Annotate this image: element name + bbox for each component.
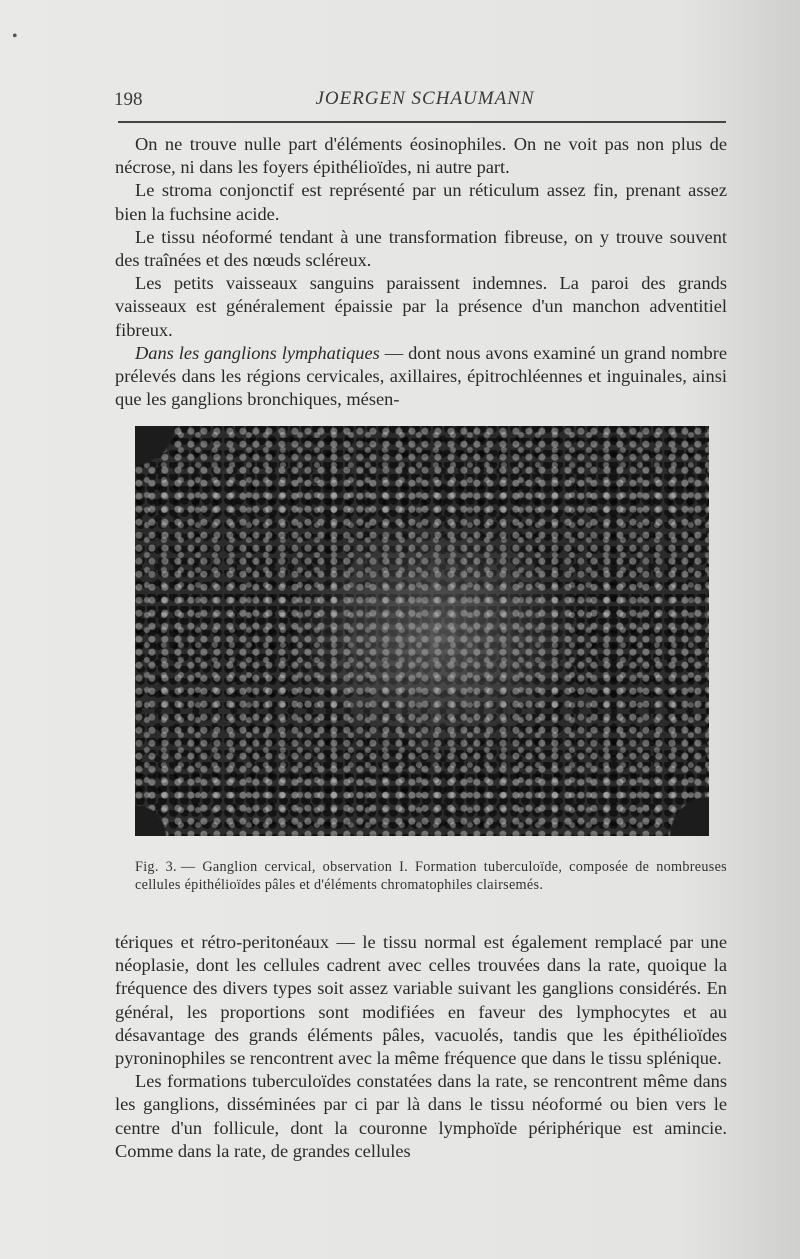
- header-rule: [118, 121, 726, 123]
- paragraph: Les petits vaisseaux sanguins paraissent indemnes. La paroi des grands vaisseaux est généralement épaissie par la présence d'un manchon adventitiel fibreux.: [115, 273, 727, 340]
- page-number: 198: [114, 89, 143, 110]
- micrograph-figure: [135, 426, 709, 836]
- scan-speck: •: [12, 28, 18, 45]
- paragraph-rest: — dont nous avons examiné un grand nombre prélevés dans les régions cervicales, axillaires, épitrochléennes et inguinales, ainsi que les ganglions bronchiques, mésen-: [115, 342, 727, 410]
- figure-caption-text: — Ganglion cervical, observation I. Formation tuberculoïde, composée de nombreuses cellules épithélioïdes pâles et d'éléments chromatophiles clairsemés.: [135, 859, 728, 893]
- paragraph: Le stroma conjonctif est représenté par un réticulum assez fin, prenant assez bien la fuchsine acide.: [115, 180, 727, 224]
- paragraph-continuation: tériques et rétro-peritonéaux — le tissu normal est également remplacé par une néoplasie, dont les cellules cadrent avec celles trouvées dans la rate, quoique la fréquence des divers types soit assez variable suivant les ganglions considérés. En général, les proportions sont modifiées en faveur des lymphocytes et au désavantage des grands éléments pâles, vacuolés, tandis que les épithélioïdes pyroninophiles se rencontrent avec la même fréquence que dans le tissu splénique.: [115, 932, 727, 1069]
- figure-caption: [135, 859, 727, 894]
- running-head: JOERGEN SCHAUMANN: [315, 88, 535, 109]
- italic-lead: Dans les ganglions lymphatiques: [135, 342, 380, 363]
- body-text-top: [115, 133, 727, 411]
- paragraph: Les formations tuberculoïdes constatées dans la rate, se rencontrent même dans les ganglions, disséminées par ci par là dans le tissu néoformé ou bien vers le centre d'un follicule, dont la couronne lymphoïde périphérique est amincie. Comme dans la rate, de grandes cellules: [115, 1071, 727, 1161]
- figure-label: Fig. 3.: [135, 859, 177, 875]
- paragraph-lymph-nodes: [115, 342, 727, 412]
- paragraph: On ne trouve nulle part d'éléments éosinophiles. On ne voit pas non plus de nécrose, ni dans les foyers épithélioïdes, ni autre part.: [115, 134, 727, 178]
- body-text-bottom: [115, 931, 727, 1163]
- paragraph: Le tissu néoformé tendant à une transformation fibreuse, on y trouve souvent des traînées et des nœuds scléreux.: [115, 226, 727, 271]
